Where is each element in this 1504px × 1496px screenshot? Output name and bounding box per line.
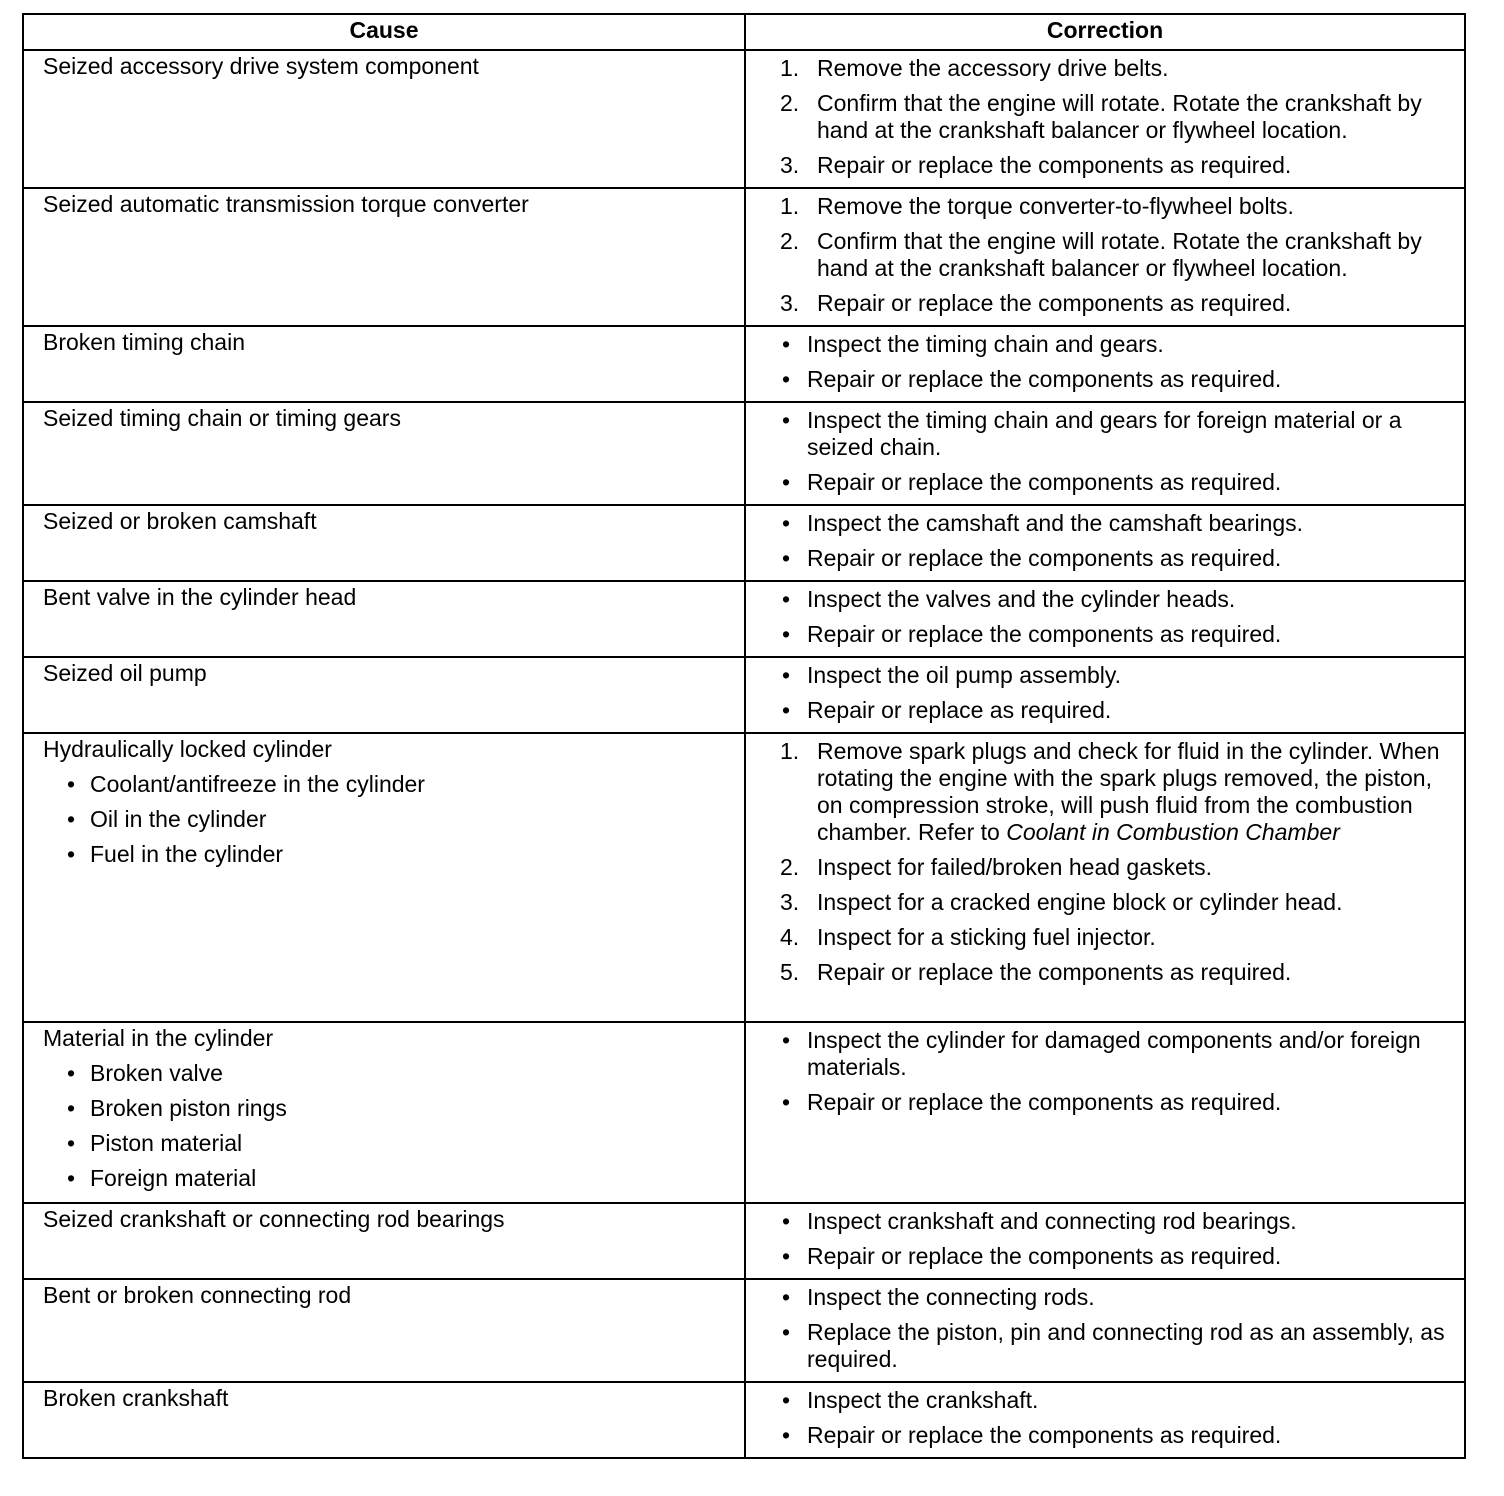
correction-text: Inspect the crankshaft. bbox=[807, 1387, 1039, 1413]
correction-steps bbox=[780, 193, 1456, 317]
correction-text: Repair or replace the components as required. bbox=[807, 366, 1282, 392]
correction-text: Repair or replace the components as required. bbox=[807, 621, 1282, 647]
cause-text: Broken timing chain bbox=[43, 329, 245, 355]
correction-text: Inspect the connecting rods. bbox=[807, 1284, 1095, 1310]
table-row bbox=[23, 1382, 1465, 1458]
correction-item bbox=[780, 1319, 1456, 1373]
correction-item bbox=[780, 1422, 1456, 1449]
cause-subitem: • Piston material bbox=[67, 1130, 734, 1157]
correction-steps bbox=[780, 738, 1456, 986]
cause-cell bbox=[23, 50, 745, 188]
cause-cell bbox=[23, 1203, 745, 1279]
correction-bullets bbox=[780, 586, 1456, 648]
diagnostic-table bbox=[22, 13, 1466, 1459]
cause-text: Seized automatic transmission torque converter bbox=[43, 191, 529, 217]
correction-cell bbox=[745, 733, 1465, 1022]
cause-text: Bent valve in the cylinder head bbox=[43, 584, 357, 610]
correction-text: Repair or replace the components as required. bbox=[817, 290, 1292, 316]
correction-cell bbox=[745, 402, 1465, 505]
cause-subitem: • Broken valve bbox=[67, 1060, 734, 1087]
table-row bbox=[23, 326, 1465, 402]
cross-reference-link[interactable]: Coolant in Combustion Chamber bbox=[1006, 819, 1340, 845]
correction-text: Repair or replace the components as required. bbox=[807, 545, 1282, 571]
correction-cell bbox=[745, 1279, 1465, 1382]
cause-cell bbox=[23, 657, 745, 733]
cause-column-header: Cause bbox=[23, 14, 745, 50]
correction-item bbox=[780, 290, 1456, 317]
correction-column-header: Correction bbox=[745, 14, 1465, 50]
correction-bullets bbox=[780, 407, 1456, 496]
header-row bbox=[23, 14, 1465, 50]
correction-item bbox=[780, 407, 1456, 461]
correction-item bbox=[780, 662, 1456, 689]
table-row bbox=[23, 188, 1465, 326]
correction-cell bbox=[745, 505, 1465, 581]
cause-subitem: • Oil in the cylinder bbox=[67, 806, 734, 833]
step-number: 3. bbox=[780, 889, 800, 915]
table-row bbox=[23, 1022, 1465, 1203]
cause-text: Seized accessory drive system component bbox=[43, 53, 479, 79]
correction-text: Inspect for failed/broken head gaskets. bbox=[817, 854, 1213, 880]
correction-item bbox=[780, 1027, 1456, 1081]
correction-text: Inspect the oil pump assembly. bbox=[807, 662, 1122, 688]
correction-text: Remove spark plugs and check for fluid in the cylinder. When rotating the engine with the spark plugs removed, the piston, on compression stroke, will push fluid from the combustion chamber. Refer to bbox=[817, 738, 1440, 845]
cause-text: Bent or broken connecting rod bbox=[43, 1282, 352, 1308]
correction-text: Inspect the timing chain and gears. bbox=[807, 331, 1164, 357]
step-number: 1. bbox=[780, 55, 800, 81]
correction-steps bbox=[780, 55, 1456, 179]
correction-text: Repair or replace the components as required. bbox=[807, 1243, 1282, 1269]
correction-bullets bbox=[780, 662, 1456, 724]
correction-item bbox=[780, 889, 1456, 916]
cause-text: Seized oil pump bbox=[43, 660, 207, 686]
correction-bullets bbox=[780, 1208, 1456, 1270]
correction-text: Confirm that the engine will rotate. Rotate the crankshaft by hand at the crankshaft balancer or flywheel location. bbox=[817, 228, 1422, 281]
correction-bullets bbox=[780, 1387, 1456, 1449]
step-number: 3. bbox=[780, 290, 800, 316]
correction-item bbox=[780, 228, 1456, 282]
correction-item bbox=[780, 1387, 1456, 1414]
correction-text: Inspect for a sticking fuel injector. bbox=[817, 924, 1156, 950]
cause-cell bbox=[23, 733, 745, 1022]
correction-text: Remove the torque converter-to-flywheel bolts. bbox=[817, 193, 1294, 219]
table-row bbox=[23, 657, 1465, 733]
cause-cell bbox=[23, 1382, 745, 1458]
correction-text: Repair or replace the components as required. bbox=[817, 152, 1292, 178]
correction-text: Inspect crankshaft and connecting rod bearings. bbox=[807, 1208, 1297, 1234]
cause-sublist bbox=[43, 771, 734, 868]
correction-item bbox=[780, 1208, 1456, 1235]
correction-bullets bbox=[780, 510, 1456, 572]
step-number: 2. bbox=[780, 854, 800, 880]
cause-text: Hydraulically locked cylinder bbox=[43, 736, 332, 762]
table-body bbox=[23, 50, 1465, 1458]
table-row bbox=[23, 505, 1465, 581]
correction-item bbox=[780, 1089, 1456, 1116]
correction-text: Repair or replace the components as required. bbox=[817, 959, 1292, 985]
table-row bbox=[23, 1279, 1465, 1382]
correction-item bbox=[780, 924, 1456, 951]
correction-text: Inspect the valves and the cylinder heads. bbox=[807, 586, 1236, 612]
correction-item bbox=[780, 854, 1456, 881]
cause-text: Seized timing chain or timing gears bbox=[43, 405, 401, 431]
correction-cell bbox=[745, 1203, 1465, 1279]
correction-item bbox=[780, 959, 1456, 986]
correction-text: Repair or replace the components as required. bbox=[807, 1089, 1282, 1115]
correction-item bbox=[780, 366, 1456, 393]
correction-text: Remove the accessory drive belts. bbox=[817, 55, 1169, 81]
table-row bbox=[23, 581, 1465, 657]
correction-cell bbox=[745, 188, 1465, 326]
cause-cell bbox=[23, 505, 745, 581]
correction-text: Inspect for a cracked engine block or cylinder head. bbox=[817, 889, 1343, 915]
correction-text: Repair or replace as required. bbox=[807, 697, 1112, 723]
cause-cell bbox=[23, 326, 745, 402]
correction-item bbox=[780, 193, 1456, 220]
step-number: 1. bbox=[780, 193, 800, 219]
correction-item bbox=[780, 469, 1456, 496]
cause-cell bbox=[23, 581, 745, 657]
correction-text: Inspect the camshaft and the camshaft bearings. bbox=[807, 510, 1304, 536]
correction-cell bbox=[745, 657, 1465, 733]
step-number: 5. bbox=[780, 959, 800, 985]
step-number: 3. bbox=[780, 152, 800, 178]
correction-text: Inspect the timing chain and gears for foreign material or a seized chain. bbox=[807, 407, 1402, 460]
cause-text: Broken crankshaft bbox=[43, 1385, 229, 1411]
cause-cell bbox=[23, 1022, 745, 1203]
correction-item bbox=[780, 586, 1456, 613]
cause-cell bbox=[23, 402, 745, 505]
correction-item bbox=[780, 545, 1456, 572]
table-row bbox=[23, 50, 1465, 188]
correction-item bbox=[780, 510, 1456, 537]
step-number: 2. bbox=[780, 90, 800, 116]
correction-item bbox=[780, 621, 1456, 648]
cause-subitem: • Foreign material bbox=[67, 1165, 734, 1192]
table-row bbox=[23, 1203, 1465, 1279]
correction-bullets bbox=[780, 1027, 1456, 1116]
correction-item bbox=[780, 697, 1456, 724]
correction-item bbox=[780, 90, 1456, 144]
correction-text: Repair or replace the components as required. bbox=[807, 1422, 1282, 1448]
table-row bbox=[23, 402, 1465, 505]
cause-text: Seized or broken camshaft bbox=[43, 508, 317, 534]
correction-cell bbox=[745, 1382, 1465, 1458]
step-number: 1. bbox=[780, 738, 800, 764]
correction-item bbox=[780, 1284, 1456, 1311]
correction-item bbox=[780, 55, 1456, 82]
cause-cell bbox=[23, 1279, 745, 1382]
step-number: 4. bbox=[780, 924, 800, 950]
correction-cell bbox=[745, 1022, 1465, 1203]
cause-subitem: • Coolant/antifreeze in the cylinder bbox=[67, 771, 734, 798]
correction-item bbox=[780, 738, 1456, 846]
cause-text: Material in the cylinder bbox=[43, 1025, 274, 1051]
cause-subitem: • Broken piston rings bbox=[67, 1095, 734, 1122]
correction-cell bbox=[745, 326, 1465, 402]
correction-item bbox=[780, 152, 1456, 179]
correction-bullets bbox=[780, 1284, 1456, 1373]
correction-cell bbox=[745, 581, 1465, 657]
correction-text: Confirm that the engine will rotate. Rotate the crankshaft by hand at the crankshaft balancer or flywheel location. bbox=[817, 90, 1422, 143]
cause-text: Seized crankshaft or connecting rod bearings bbox=[43, 1206, 505, 1232]
correction-item bbox=[780, 331, 1456, 358]
correction-text: Repair or replace the components as required. bbox=[807, 469, 1282, 495]
correction-text: Replace the piston, pin and connecting rod as an assembly, as required. bbox=[807, 1319, 1445, 1372]
correction-cell bbox=[745, 50, 1465, 188]
correction-bullets bbox=[780, 331, 1456, 393]
step-number: 2. bbox=[780, 228, 800, 254]
cause-cell bbox=[23, 188, 745, 326]
correction-text: Inspect the cylinder for damaged components and/or foreign materials. bbox=[807, 1027, 1421, 1080]
table-row bbox=[23, 733, 1465, 1022]
correction-item bbox=[780, 1243, 1456, 1270]
cause-sublist bbox=[43, 1060, 734, 1192]
cause-subitem: • Fuel in the cylinder bbox=[67, 841, 734, 868]
